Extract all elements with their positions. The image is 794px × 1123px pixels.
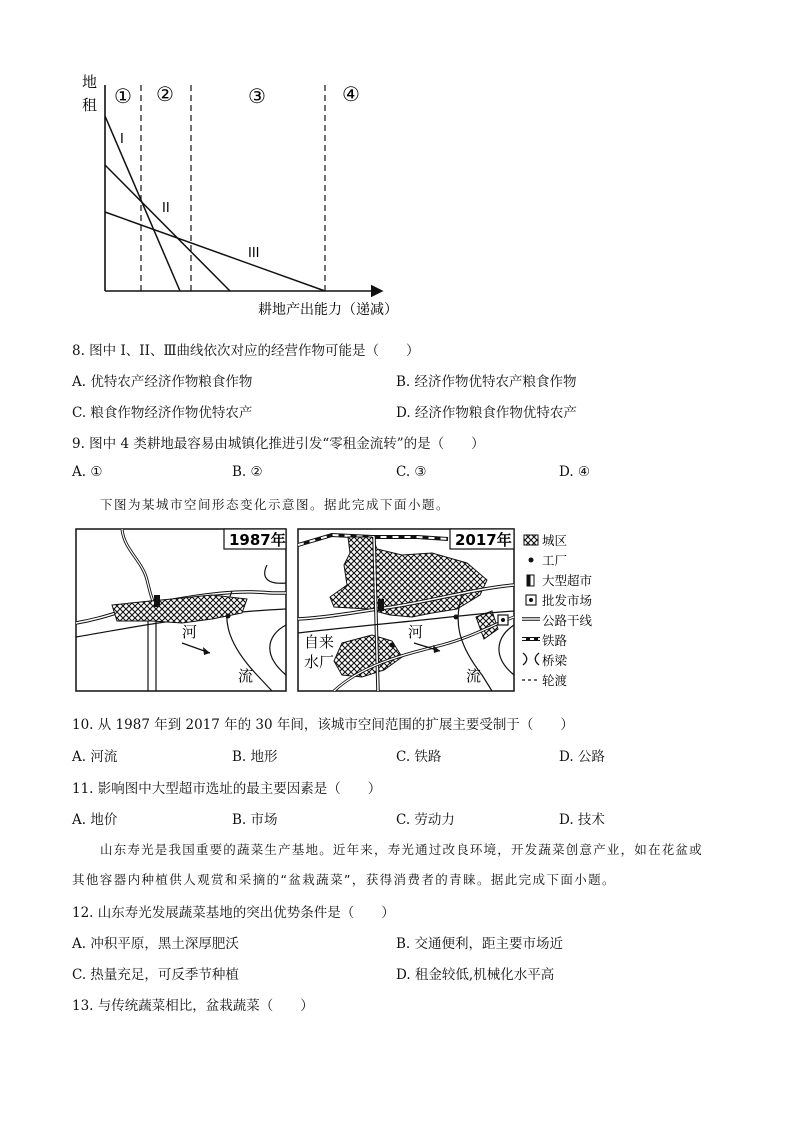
curve-II	[105, 165, 230, 291]
curve-III	[105, 212, 325, 291]
map-1987-river-2: 流	[238, 667, 254, 685]
intro-shouguang-2: 其他容器内种植供人观赏和采摘的“盆栽蔬菜”，获得消费者的青睐。据此完成下面小题。	[72, 872, 616, 887]
curve-label-III: III	[248, 246, 260, 261]
map-2017-waterworks-1: 自来	[304, 633, 335, 651]
y-axis-label-1: 地	[82, 73, 98, 91]
city-maps	[72, 525, 722, 697]
legend-railway: 铁路	[542, 633, 568, 648]
q12-option-b[interactable]: B. 交通便利，距主要市场近	[396, 936, 564, 952]
map-2017-river-1: 河	[408, 623, 424, 641]
rent-chart	[70, 65, 430, 325]
map-2017-waterworks-2: 水厂	[304, 653, 335, 671]
y-axis-label-2: 租	[82, 96, 98, 114]
curve-label-I: I	[120, 132, 124, 147]
q10-option-d[interactable]: D. 公路	[559, 749, 605, 765]
question-12: 12. 山东寿光发展蔬菜基地的突出优势条件是（ ）	[72, 905, 395, 921]
question-13: 13. 与传统蔬菜相比，盆栽蔬菜（ ）	[72, 998, 314, 1014]
zone-label-2: ②	[156, 82, 174, 106]
zone-label-3: ③	[248, 84, 266, 108]
q8-option-d[interactable]: D. 经济作物粮食作物优特农产	[396, 405, 577, 421]
q9-option-a[interactable]: A. ①	[72, 464, 103, 480]
map-legend	[522, 533, 593, 688]
q8-option-c[interactable]: C. 粮食作物经济作物优特农产	[72, 405, 253, 421]
q12-option-d[interactable]: D. 租金较低,机械化水平高	[396, 967, 555, 983]
x-axis-label: 耕地产出能力（递减）	[258, 302, 398, 318]
q8-option-a[interactable]: A. 优特农产经济作物粮食作物	[72, 374, 253, 390]
q9-option-c[interactable]: C. ③	[396, 464, 427, 480]
q12-option-a[interactable]: A. 冲积平原，黑土深厚肥沃	[72, 936, 239, 952]
map-1987	[76, 529, 286, 691]
legend-urban: 城区	[542, 533, 568, 548]
curve-label-II: II	[162, 201, 170, 216]
q9-option-b[interactable]: B. ②	[232, 464, 263, 480]
q8-option-b[interactable]: B. 经济作物优特农产粮食作物	[396, 374, 577, 390]
question-8: 8. 图中 I、II、Ⅲ曲线依次对应的经营作物可能是（ ）	[72, 343, 420, 359]
legend-supermarket: 大型超市	[542, 573, 593, 588]
q12-option-c[interactable]: C. 热量充足，可反季节种植	[72, 967, 239, 983]
legend-highway: 公路干线	[542, 613, 593, 628]
q11-option-a[interactable]: A. 地价	[72, 812, 118, 828]
q10-option-b[interactable]: B. 地形	[232, 749, 278, 765]
q11-option-b[interactable]: B. 市场	[232, 812, 278, 828]
legend-wholesale: 批发市场	[542, 593, 593, 608]
q9-option-d[interactable]: D. ④	[559, 464, 591, 480]
map-1987-river-1: 河	[182, 623, 198, 641]
legend-factory: 工厂	[542, 553, 568, 568]
map-1987-year: 1987年	[229, 531, 286, 549]
zone-label-4: ④	[342, 82, 360, 106]
question-10: 10. 从 1987 年到 2017 年的 30 年间，该城市空间范围的扩展主要受制于（ ）	[72, 717, 574, 733]
intro-city-maps: 下图为某城市空间形态变化示意图。据此完成下面小题。	[100, 497, 451, 512]
question-9: 9. 图中 4 类耕地最容易由城镇化推进引发“零租金流转”的是（ ）	[72, 436, 485, 452]
question-11: 11. 影响图中大型超市选址的最主要因素是（ ）	[72, 781, 382, 797]
q10-option-a[interactable]: A. 河流	[72, 749, 118, 765]
legend-ferry: 轮渡	[542, 673, 568, 688]
q11-option-d[interactable]: D. 技术	[559, 812, 605, 828]
q11-option-c[interactable]: C. 劳动力	[396, 812, 455, 828]
map-2017	[298, 529, 514, 691]
map-2017-river-2: 流	[466, 667, 482, 685]
zone-label-1: ①	[114, 84, 132, 108]
intro-shouguang-1: 山东寿光是我国重要的蔬菜生产基地。近年来，寿光通过改良环境，开发蔬菜创意产业，如在花盆或	[100, 842, 703, 857]
legend-bridge: 桥梁	[542, 653, 568, 668]
q10-option-c[interactable]: C. 铁路	[396, 749, 442, 765]
map-2017-year: 2017年	[455, 531, 512, 549]
